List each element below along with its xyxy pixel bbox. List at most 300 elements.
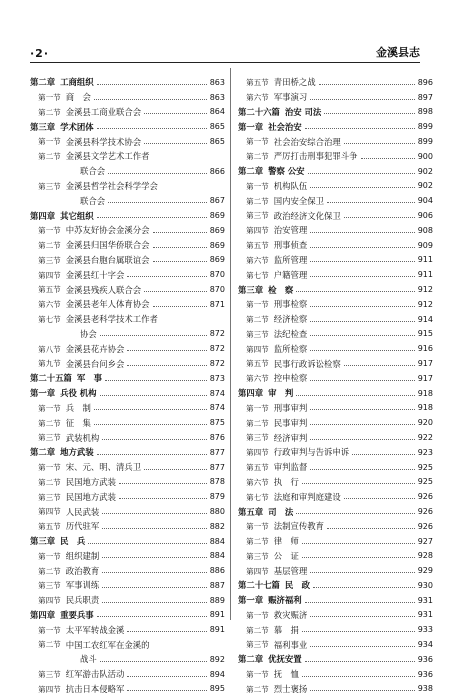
- toc-entry-title: 工商组织: [60, 77, 94, 88]
- toc-entry-title: 联合会: [80, 195, 106, 206]
- toc-entry-title: 金溪县花卉协会: [65, 343, 125, 354]
- toc-entry-page: 931: [417, 610, 433, 620]
- toc-entry-label: 第二十七篇: [238, 580, 280, 591]
- toc-entry-page: 915: [417, 329, 433, 339]
- toc-entry-page: 887: [209, 580, 225, 590]
- toc-leader-dots: [310, 306, 414, 307]
- toc-entry-page: 871: [209, 299, 225, 309]
- toc-leader-dots: [97, 128, 207, 129]
- toc-entry-label: 第八节: [38, 344, 61, 354]
- toc-entry-page: 926: [417, 506, 433, 516]
- toc-entry-page: 904: [417, 196, 433, 206]
- toc-entry-page: 879: [209, 492, 225, 502]
- toc-entry-page: 911: [417, 255, 433, 265]
- toc-entry-title: 民事行政诉讼检察: [273, 358, 341, 369]
- toc-entry-section: [30, 619, 225, 634]
- toc-entry-section: [238, 324, 433, 339]
- toc-entry-title: 公 证: [273, 550, 299, 561]
- toc-entry-section: [238, 560, 433, 575]
- toc-leader-dots: [310, 439, 414, 440]
- toc-entry-label: 第五节: [246, 462, 269, 472]
- toc-entry-page: 936: [417, 669, 433, 679]
- toc-leader-dots: [100, 661, 207, 662]
- toc-entry-page: 922: [417, 432, 433, 442]
- toc-entry-page: 900: [417, 151, 433, 161]
- toc-entry-page: 891: [209, 610, 225, 620]
- toc-entry-label: 第四节: [246, 344, 269, 354]
- toc-entry-page: 895: [209, 684, 225, 694]
- toc-entry-section: [30, 472, 225, 487]
- toc-entry-title: 太平军转战金溪: [65, 624, 125, 635]
- toc-entry-section: [238, 634, 433, 649]
- toc-entry-title: 抗击日本侵略军: [65, 684, 125, 694]
- toc-entry-page: 865: [209, 136, 225, 146]
- toc-entry-label: 第一章: [238, 121, 264, 132]
- toc-leader-dots: [327, 528, 415, 529]
- toc-entry-title: 金溪县科学技术协会: [65, 136, 142, 147]
- toc-entry-label: 第一节: [246, 610, 269, 620]
- toc-entry-title: 金溪县老年人体育协会: [65, 299, 150, 310]
- toc-entry-label: 第六节: [246, 93, 269, 102]
- toc-entry-page: 896: [417, 77, 433, 87]
- toc-leader-dots: [153, 261, 207, 262]
- toc-leader-dots: [153, 306, 207, 307]
- toc-leader-dots: [305, 602, 415, 603]
- toc-entry-cont: [30, 324, 225, 339]
- toc-entry-section: [238, 442, 433, 457]
- toc-entry-section: [238, 398, 433, 413]
- toc-entry-page: 880: [209, 506, 225, 516]
- toc-entry-label: 第三节: [38, 492, 61, 502]
- toc-entry-label: 第三节: [38, 181, 61, 191]
- toc-entry-label: 第五节: [38, 285, 61, 295]
- toc-entry-chapter: [238, 590, 433, 605]
- toc-entry-label: 第三节: [246, 329, 269, 339]
- toc-leader-dots: [127, 690, 206, 691]
- toc-entry-page: 916: [417, 344, 433, 354]
- toc-entry-label: 第三章: [30, 536, 56, 547]
- toc-leader-dots: [88, 543, 206, 544]
- toc-entry-title: 审 判: [268, 388, 294, 399]
- toc-entry-page: 920: [417, 418, 433, 428]
- toc-entry-page: 899: [417, 136, 433, 146]
- toc-leader-dots: [97, 217, 207, 218]
- toc-leader-dots: [153, 247, 207, 248]
- toc-entry-label: 第一节: [38, 93, 61, 102]
- toc-entry-label: 第五节: [38, 522, 61, 532]
- toc-entry-label: 第二节: [246, 152, 269, 162]
- toc-entry-label: 第二节: [38, 418, 61, 428]
- toc-entry-title: 兵役 机构: [60, 388, 97, 399]
- toc-entry-title: 征 集: [65, 417, 91, 428]
- toc-entry-section: [238, 264, 433, 279]
- toc-entry-page: 884: [209, 536, 225, 546]
- toc-entry-title: 监所管理: [273, 254, 308, 265]
- toc-entry-section: [30, 309, 225, 324]
- toc-entry-section: [238, 294, 433, 309]
- toc-entry-page: 929: [417, 566, 433, 576]
- toc-entry-title: 控申检察: [273, 373, 308, 384]
- toc-entry-label: 第三章: [238, 284, 264, 295]
- toc-leader-dots: [310, 690, 414, 691]
- toc-entry-part: [238, 575, 433, 590]
- toc-leader-dots: [127, 276, 206, 277]
- toc-entry-label: 第一节: [38, 551, 61, 561]
- toc-entry-title: 警察 公安: [268, 166, 305, 177]
- toc-entry-label: 第二节: [38, 477, 61, 487]
- toc-entry-title: 抚 恤: [273, 669, 299, 680]
- toc-entry-label: 第一节: [38, 462, 61, 472]
- toc-entry-section: [238, 338, 433, 353]
- toc-entry-label: 第二章: [238, 654, 264, 665]
- toc-entry-title: 司 法: [268, 506, 294, 517]
- toc-entry-label: 第六节: [38, 300, 61, 310]
- toc-leader-dots: [305, 128, 415, 129]
- toc-entry-page: 866: [209, 166, 225, 176]
- toc-entry-label: 第一节: [246, 181, 269, 191]
- toc-entry-section: [238, 664, 433, 679]
- toc-entry-section: [238, 220, 433, 235]
- toc-entry-section: [30, 294, 225, 309]
- toc-entry-page: 874: [209, 388, 225, 398]
- toc-entry-page: 918: [417, 388, 433, 398]
- toc-entry-title: 严厉打击刑事犯罪斗争: [273, 151, 358, 162]
- toc-leader-dots: [97, 454, 207, 455]
- toc-right-column: [238, 72, 433, 693]
- toc-entry-page: 863: [209, 92, 225, 102]
- toc-leader-dots: [119, 483, 207, 484]
- toc-leader-dots: [144, 113, 207, 114]
- toc-entry-title: 检 察: [268, 284, 294, 295]
- toc-entry-page: 886: [209, 566, 225, 576]
- toc-leader-dots: [296, 291, 414, 292]
- toc-entry-chapter: [30, 383, 225, 398]
- toc-entry-title: 学术团体: [60, 121, 94, 132]
- toc-entry-section: [30, 679, 225, 694]
- toc-entry-title: 赈济福利: [268, 595, 302, 606]
- toc-entry-title: 武装机构: [65, 432, 100, 443]
- toc-entry-label: 第二节: [246, 314, 269, 324]
- toc-entry-title: 民 兵: [60, 536, 86, 547]
- toc-entry-section: [238, 368, 433, 383]
- toc-entry-section: [238, 309, 433, 324]
- toc-entry-page: 869: [209, 210, 225, 220]
- toc-leader-dots: [127, 631, 206, 632]
- toc-entry-title: 金溪县哲学社会科学学会: [65, 180, 158, 191]
- toc-entry-label: 第一节: [246, 670, 269, 680]
- toc-entry-page: 894: [209, 669, 225, 679]
- toc-entry-page: 865: [209, 122, 225, 132]
- toc-entry-section: [238, 516, 433, 531]
- toc-entry-label: 第二节: [246, 625, 269, 635]
- toc-entry-label: 第一节: [246, 522, 269, 532]
- toc-entry-page: 899: [417, 122, 433, 132]
- toc-leader-dots: [302, 676, 415, 677]
- toc-leader-dots: [302, 631, 415, 632]
- toc-entry-title: 审判监督: [273, 462, 308, 473]
- toc-entry-title: 军 事: [76, 373, 102, 384]
- toc-leader-dots: [127, 350, 206, 351]
- toc-entry-title: 机构队伍: [273, 180, 308, 191]
- toc-entry-chapter: [30, 205, 225, 220]
- toc-entry-label: 第七节: [38, 314, 61, 324]
- toc-entry-section: [30, 264, 225, 279]
- toc-leader-dots: [100, 395, 207, 396]
- toc-entry-title: 军事演习: [273, 92, 308, 103]
- toc-entry-label: 第四节: [38, 270, 61, 280]
- toc-entry-title: 律 师: [273, 536, 299, 547]
- toc-leader-dots: [127, 365, 206, 366]
- toc-entry-section: [30, 146, 225, 161]
- toc-entry-page: 912: [417, 284, 433, 294]
- toc-leader-dots: [310, 409, 414, 410]
- toc-entry-page: 923: [417, 447, 433, 457]
- toc-entry-page: 914: [417, 314, 433, 324]
- toc-entry-title: 治安 司法: [284, 106, 322, 117]
- toc-leader-dots: [344, 217, 415, 218]
- toc-entry-title: 经济审判: [273, 432, 308, 443]
- toc-entry-title: 联合会: [80, 166, 106, 177]
- toc-entry-label: 第一节: [38, 226, 61, 236]
- toc-entry-chapter: [238, 279, 433, 294]
- toc-leader-dots: [344, 365, 415, 366]
- toc-entry-page: 926: [417, 521, 433, 531]
- toc-entry-title: 重要兵事: [60, 610, 94, 621]
- toc-entry-page: 933: [417, 625, 433, 635]
- toc-entry-page: 867: [209, 196, 225, 206]
- toc-leader-dots: [144, 143, 207, 144]
- toc-entry-page: 874: [209, 403, 225, 413]
- toc-leader-dots: [310, 646, 414, 647]
- toc-entry-title: 金溪县老科学技术工作者: [65, 314, 158, 325]
- toc-entry-page: 872: [209, 344, 225, 354]
- toc-entry-title: 刑事检察: [273, 299, 308, 310]
- toc-leader-dots: [94, 424, 207, 425]
- toc-entry-section: [30, 427, 225, 442]
- toc-entry-title: 商 会: [65, 92, 91, 103]
- column-divider: [230, 68, 231, 620]
- toc-leader-dots: [344, 498, 415, 499]
- toc-entry-section: [238, 250, 433, 265]
- toc-entry-label: 第一节: [246, 300, 269, 310]
- toc-leader-dots: [102, 572, 206, 573]
- toc-leader-dots: [153, 232, 207, 233]
- toc-entry-title: 中国工农红军在金溪的: [65, 639, 150, 650]
- toc-entry-title: 兵 制: [65, 402, 91, 413]
- toc-entry-section: [30, 486, 225, 501]
- toc-entry-section: [30, 546, 225, 561]
- toc-entry-page: 917: [417, 373, 433, 383]
- toc-entry-page: 934: [417, 640, 433, 650]
- toc-entry-title: 宋、元、明、清兵卫: [65, 462, 142, 473]
- toc-entry-page: 877: [209, 447, 225, 457]
- toc-entry-label: 第四章: [238, 388, 264, 399]
- toc-leader-dots: [344, 143, 415, 144]
- toc-entry-cont: [30, 190, 225, 205]
- toc-entry-page: 909: [417, 240, 433, 250]
- toc-entry-page: 882: [209, 521, 225, 531]
- toc-leader-dots: [319, 84, 415, 85]
- toc-entry-title: 历代驻军: [65, 521, 100, 532]
- toc-entry-label: 第二节: [246, 196, 269, 206]
- toc-entry-page: 926: [417, 492, 433, 502]
- toc-entry-page: 925: [417, 477, 433, 487]
- toc-entry-title: 中苏友好协会金溪分会: [65, 225, 150, 236]
- toc-leader-dots: [313, 587, 415, 588]
- toc-entry-label: 第一章: [30, 388, 56, 399]
- toc-entry-section: [238, 546, 433, 561]
- toc-entry-label: 第四节: [38, 507, 61, 517]
- toc-entry-page: 928: [417, 551, 433, 561]
- toc-leader-dots: [352, 454, 415, 455]
- toc-leader-dots: [310, 99, 414, 100]
- toc-entry-label: 第三节: [38, 581, 61, 591]
- toc-entry-title: 金溪县工商业联合会: [65, 106, 142, 117]
- toc-leader-dots: [102, 587, 206, 588]
- toc-entry-page: 873: [209, 373, 225, 383]
- toc-entry-page: 889: [209, 595, 225, 605]
- toc-entry-title: 刑事审判: [273, 402, 308, 413]
- toc-entry-section: [30, 279, 225, 294]
- toc-leader-dots: [102, 528, 206, 529]
- toc-entry-section: [30, 353, 225, 368]
- toc-entry-title: 民事审判: [273, 417, 308, 428]
- toc-leader-dots: [119, 498, 207, 499]
- toc-leader-dots: [302, 543, 415, 544]
- toc-leader-dots: [94, 99, 207, 100]
- toc-entry-label: 第六节: [246, 477, 269, 487]
- toc-entry-label: 第二节: [38, 566, 61, 576]
- toc-entry-page: 863: [209, 77, 225, 87]
- toc-leader-dots: [310, 232, 414, 233]
- toc-entry-page: 912: [417, 299, 433, 309]
- toc-entry-title: 行政审判与告诉申诉: [273, 447, 350, 458]
- toc-entry-section: [238, 412, 433, 427]
- toc-entry-title: 金溪县残疾人联合会: [65, 284, 142, 295]
- toc-entry-page: 938: [417, 684, 433, 694]
- toc-entry-section: [238, 605, 433, 620]
- toc-entry-page: 869: [209, 240, 225, 250]
- toc-entry-page: 872: [209, 329, 225, 339]
- toc-leader-dots: [296, 513, 414, 514]
- toc-leader-dots: [108, 202, 207, 203]
- toc-entry-label: 第五节: [246, 78, 269, 88]
- toc-entry-page: 897: [417, 92, 433, 102]
- toc-leader-dots: [102, 439, 206, 440]
- toc-entry-page: 911: [417, 270, 433, 280]
- toc-entry-label: 第二节: [38, 107, 61, 117]
- toc-entry-page: 902: [417, 166, 433, 176]
- toc-entry-page: 876: [209, 432, 225, 442]
- book-title: 金溪县志: [376, 46, 420, 59]
- toc-entry-label: 第四节: [38, 596, 61, 606]
- toc-leader-dots: [327, 202, 415, 203]
- toc-entry-title: 协会: [80, 328, 97, 339]
- toc-entry-title: 其它组织: [60, 210, 94, 221]
- toc-entry-title: 救灾赈济: [273, 610, 308, 621]
- toc-entry-section: [238, 190, 433, 205]
- toc-leader-dots: [310, 424, 414, 425]
- page-number: ·2·: [30, 47, 50, 60]
- toc-entry-section: [238, 131, 433, 146]
- toc-entry-section: [238, 472, 433, 487]
- toc-entry-page: 918: [417, 403, 433, 413]
- toc-entry-title: 社会治安: [268, 121, 302, 132]
- toc-entry-title: 民国地方武装: [65, 491, 117, 502]
- toc-leader-dots: [310, 572, 414, 573]
- page-header: [30, 40, 420, 60]
- toc-entry-title: 金溪县归国华侨联合会: [65, 240, 150, 251]
- toc-entry-page: 875: [209, 418, 225, 428]
- toc-entry-chapter: [30, 605, 225, 620]
- toc-entry-page: 917: [417, 358, 433, 368]
- toc-entry-label: 第一节: [246, 137, 269, 147]
- toc-entry-label: 第二节: [38, 640, 61, 650]
- toc-entry-title: 政治教育: [65, 565, 100, 576]
- toc-entry-label: 第二节: [246, 418, 269, 428]
- toc-entry-label: 第三节: [246, 211, 269, 221]
- toc-entry-title: 优抚安置: [268, 654, 302, 665]
- toc-leader-dots: [324, 113, 414, 114]
- toc-entry-label: 第一节: [38, 625, 61, 635]
- toc-leader-dots: [310, 616, 414, 617]
- toc-entry-title: 烈士褒扬: [273, 684, 308, 694]
- toc-entry-page: 864: [209, 107, 225, 117]
- toc-entry-section: [30, 634, 225, 649]
- toc-entry-label: 第一节: [38, 137, 61, 147]
- toc-entry-page: 902: [417, 181, 433, 191]
- toc-leader-dots: [144, 291, 207, 292]
- toc-entry-label: 第五章: [238, 506, 264, 517]
- toc-entry-title: 金溪县台胞台属联谊会: [65, 254, 150, 265]
- toc-entry-title: 战斗: [80, 654, 97, 665]
- toc-entry-section: [30, 412, 225, 427]
- toc-entry-label: 第四节: [38, 684, 61, 694]
- toc-leader-dots: [108, 173, 207, 174]
- toc-entry-label: 第三节: [246, 433, 269, 443]
- toc-leader-dots: [144, 469, 207, 470]
- toc-entry-label: 第二章: [238, 166, 264, 177]
- toc-entry-chapter: [238, 649, 433, 664]
- toc-entry-page: 930: [417, 580, 433, 590]
- toc-entry-label: 第六节: [246, 374, 269, 384]
- toc-leader-dots: [102, 602, 206, 603]
- toc-leader-dots: [361, 158, 415, 159]
- toc-entry-label: 第三节: [246, 640, 269, 650]
- toc-entry-section: [238, 531, 433, 546]
- toc-entry-label: 第二十五篇: [30, 373, 72, 384]
- toc-leader-dots: [127, 676, 206, 677]
- toc-entry-section: [238, 486, 433, 501]
- toc-leader-dots: [310, 350, 414, 351]
- toc-entry-page: 878: [209, 477, 225, 487]
- toc-leader-dots: [310, 321, 414, 322]
- toc-left-column: [30, 72, 225, 693]
- toc-entry-title: 法庭和审判庭建设: [273, 491, 341, 502]
- toc-entry-page: 877: [209, 462, 225, 472]
- toc-entry-section: [30, 501, 225, 516]
- toc-leader-dots: [97, 84, 207, 85]
- toc-entry-page: 884: [209, 551, 225, 561]
- toc-entry-chapter: [238, 116, 433, 131]
- toc-entry-label: 第二节: [38, 152, 61, 162]
- toc-entry-section: [238, 176, 433, 191]
- toc-entry-page: 936: [417, 654, 433, 664]
- toc-leader-dots: [310, 276, 414, 277]
- toc-entry-page: 872: [209, 358, 225, 368]
- toc-entry-section: [238, 679, 433, 694]
- toc-entry-title: 青田桥之战: [273, 77, 316, 88]
